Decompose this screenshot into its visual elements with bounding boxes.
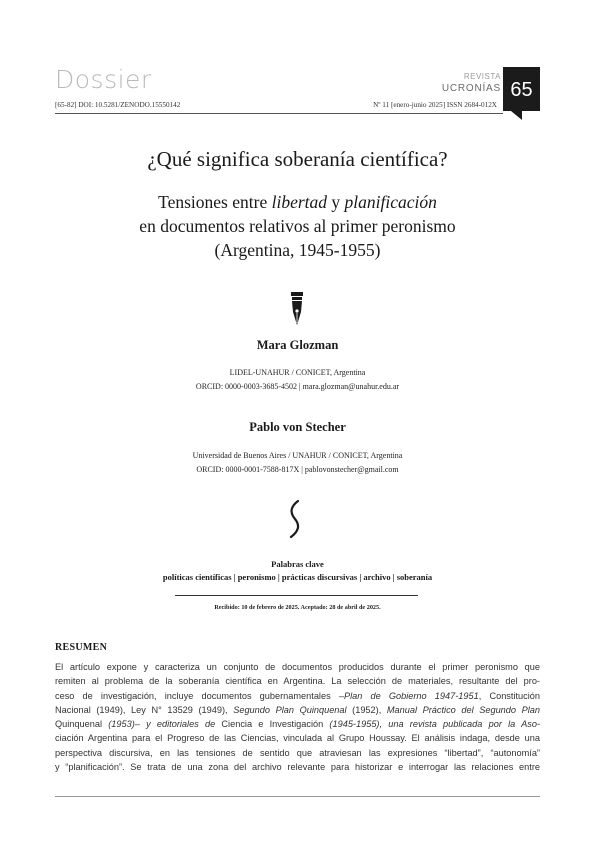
subtitle-italic-libertad: libertad (271, 192, 328, 212)
journal-logo (442, 72, 501, 94)
abstract-italic-text: Manual Práctico del Segundo Plan (386, 704, 540, 715)
abstract-line (55, 674, 540, 688)
doi-meta: [65-82] DOI: 10.5281/ZENODO.15550142 (55, 101, 181, 109)
abstract-text: El artículo expone y caracteriza un conjunto de documentos producidos durante el primer peronismo que (55, 662, 540, 672)
abstract-line (55, 689, 540, 703)
page-number-badge: 65 (503, 67, 540, 111)
article-subtitle (0, 190, 595, 262)
abstract-line (55, 717, 540, 731)
page-number-tab (511, 111, 522, 120)
abstract-line (55, 746, 540, 760)
abstract-text: (1952), (346, 704, 387, 715)
received-dates: Recibido: 10 de febrero de 2025. Aceptado: 28 de abril de 2025. (214, 604, 381, 611)
journal-name: UCRONÍAS (441, 83, 501, 94)
abstract-text: Nacional (1949), Ley N° 13529 (1949), (55, 704, 234, 715)
keywords-list: políticas científicas | peronismo | prácticas discursivas | archivo | soberanía (162, 572, 433, 582)
squiggle-ornament-icon (284, 499, 306, 539)
abstract-body (55, 660, 540, 774)
subtitle-italic-planificacion: planificación (344, 192, 437, 212)
abstract-text: ciación Argentina para el Progreso de las Ciencias, vinculada al Grupo Houssay. El análisis indaga, desde una (55, 733, 540, 744)
abstract-line (55, 731, 540, 745)
author-name-2: Pablo von Stecher (249, 420, 346, 434)
footer-divider (55, 796, 540, 797)
header-divider (55, 113, 503, 114)
issue-meta: Nº 11 [enero-junio 2025] ISSN 2684-012X (373, 101, 497, 109)
abstract-heading: RESUMEN (55, 642, 108, 653)
abstract-italic-text: (1953)– y editoriales de (102, 719, 222, 730)
subtitle-text: Tensiones entre (158, 192, 272, 212)
subtitle-line-1 (0, 190, 595, 214)
abstract-text: , Constitución (478, 690, 541, 701)
keywords-divider (175, 595, 418, 596)
subtitle-line-3: (Argentina, 1945-1955) (214, 240, 381, 260)
section-label: Dossier (55, 65, 152, 94)
author-affiliation-2: Universidad de Buenos Aires / UNAHUR / CONICET, Argentina (192, 451, 403, 460)
author-affiliation-1: LIDEL-UNAHUR / CONICET, Argentina (229, 368, 366, 377)
subtitle-text: y (327, 192, 345, 212)
article-title: ¿Qué significa soberanía científica? (147, 147, 448, 171)
abstract-text: ceso de investigación, incluye documentos gubernamentales – (55, 690, 344, 701)
abstract-line (55, 703, 540, 717)
abstract-line (55, 660, 540, 674)
abstract-italic-text: (1945-1955), una revista publicada por la Aso- (323, 719, 540, 730)
author-contact-2: ORCID: 0000-0001-7588-817X | pablovonstecher@gmail.com (196, 465, 399, 474)
abstract-text: remiten al problema de la soberanía científica en Argentina. La selección de materiales, resultante del pro- (55, 676, 540, 687)
pen-nib-icon (289, 292, 305, 326)
author-name-1: Mara Glozman (256, 338, 339, 352)
abstract-text: Quinquenal (55, 719, 102, 730)
abstract-italic-text: Segundo Plan Quinquenal (233, 704, 347, 715)
author-contact-1: ORCID: 0000-0003-3685-4502 | mara.glozman@unahur.edu.ar (195, 382, 400, 391)
subtitle-line-2: en documentos relativos al primer peronismo (139, 216, 456, 236)
journal-small-label: REVISTA (463, 72, 501, 81)
keywords-title: Palabras clave (271, 559, 324, 569)
abstract-text: Ciencia e Investigación (221, 719, 324, 730)
abstract-text: perspectiva discursiva, en las tensiones de sentido que atraviesan las expresiones “libertad”, “autonomía” (55, 747, 540, 758)
abstract-italic-text: Plan de Gobierno 1947-1951 (343, 690, 479, 701)
abstract-text: y “planificación”. Se trata de una zona del archivo relevante para historizar e interrogar las relaciones entre (55, 762, 540, 773)
abstract-line (55, 760, 540, 774)
